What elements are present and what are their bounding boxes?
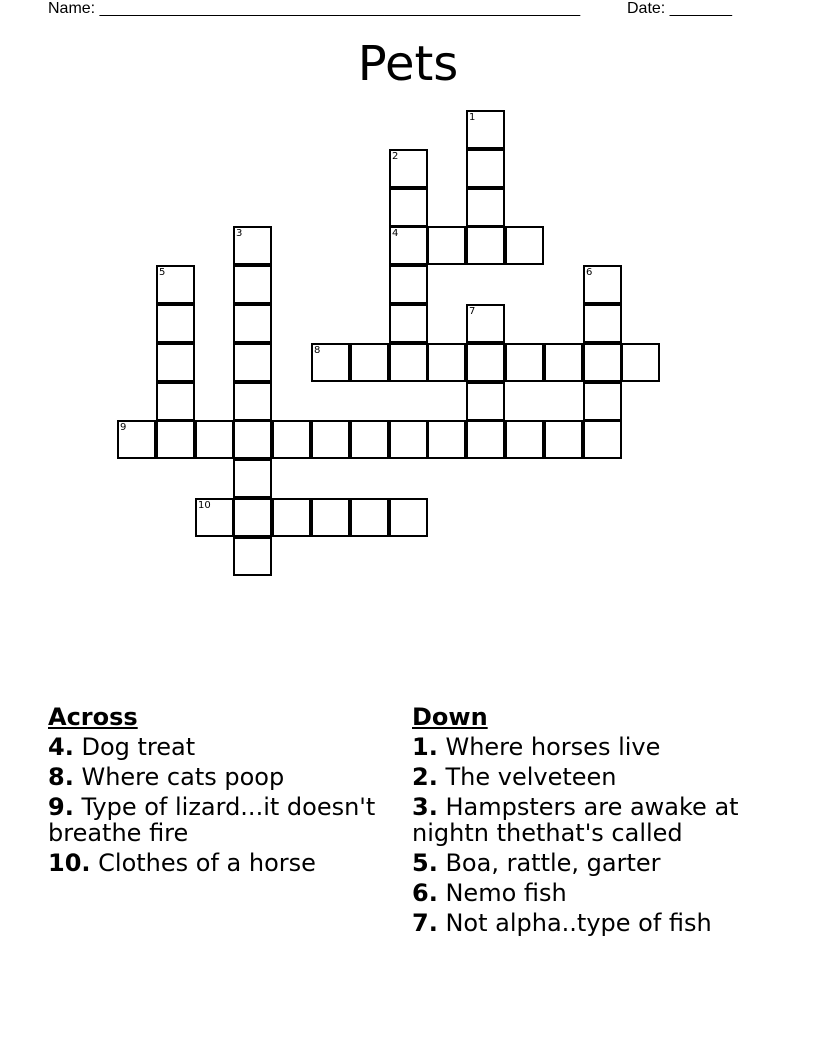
down-clues	[412, 702, 772, 940]
clue-text: Nemo fish	[445, 879, 567, 907]
down-clue	[412, 910, 772, 936]
grid-cell[interactable]	[583, 420, 622, 459]
grid-cell[interactable]	[466, 304, 505, 343]
grid-cell[interactable]	[466, 226, 505, 265]
grid-cell[interactable]	[466, 149, 505, 188]
clue-number-label: 5	[159, 267, 166, 278]
clue-text: Hampsters are awake at nightn thethat's called	[412, 793, 739, 847]
name-field-line: Name: ______________________________________________________	[48, 0, 581, 17]
down-clue	[412, 764, 772, 790]
grid-cell[interactable]	[389, 149, 428, 188]
grid-cell[interactable]	[389, 343, 428, 382]
grid-cell[interactable]	[621, 343, 660, 382]
down-clue	[412, 880, 772, 906]
across-clues	[48, 702, 378, 880]
clue-number-label: 10	[198, 500, 211, 511]
grid-cell[interactable]	[583, 265, 622, 304]
clue-number-label: 6	[586, 267, 593, 278]
grid-cell[interactable]	[389, 420, 428, 459]
grid-cell[interactable]	[233, 265, 272, 304]
grid-cell[interactable]	[466, 420, 505, 459]
grid-cell[interactable]	[544, 420, 583, 459]
grid-cell[interactable]	[272, 420, 311, 459]
clue-number: 7.	[412, 909, 438, 937]
clue-number: 5.	[412, 849, 438, 877]
grid-cell[interactable]	[233, 304, 272, 343]
grid-cell[interactable]	[233, 382, 272, 421]
grid-cell[interactable]	[350, 498, 389, 537]
grid-cell[interactable]	[195, 420, 234, 459]
grid-cell[interactable]	[583, 343, 622, 382]
grid-cell[interactable]	[233, 343, 272, 382]
across-heading: Across	[48, 703, 138, 731]
clue-text: Dog treat	[81, 733, 196, 761]
grid-cell[interactable]	[427, 420, 466, 459]
clue-text: Not alpha..type of fish	[445, 909, 712, 937]
clue-number: 1.	[412, 733, 438, 761]
grid-cell[interactable]	[466, 343, 505, 382]
grid-cell[interactable]	[272, 498, 311, 537]
clue-number-label: 1	[469, 112, 476, 123]
grid-cell[interactable]	[195, 498, 234, 537]
grid-cell[interactable]	[466, 382, 505, 421]
grid-cell[interactable]	[156, 420, 195, 459]
grid-cell[interactable]	[466, 188, 505, 227]
down-heading: Down	[412, 703, 488, 731]
clue-text: Where horses live	[445, 733, 661, 761]
clue-number: 9.	[48, 793, 74, 821]
grid-cell[interactable]	[544, 343, 583, 382]
clue-text: Clothes of a horse	[98, 849, 316, 877]
grid-cell[interactable]	[350, 343, 389, 382]
grid-cell[interactable]	[156, 343, 195, 382]
grid-cell[interactable]	[156, 265, 195, 304]
clue-number: 3.	[412, 793, 438, 821]
clue-number: 4.	[48, 733, 74, 761]
clue-number-label: 3	[236, 228, 243, 239]
grid-cell[interactable]	[389, 188, 428, 227]
grid-cell[interactable]	[156, 304, 195, 343]
across-clue	[48, 764, 378, 790]
grid-cell[interactable]	[350, 420, 389, 459]
grid-cell[interactable]	[505, 343, 544, 382]
grid-cell[interactable]	[311, 343, 350, 382]
clue-number: 10.	[48, 849, 91, 877]
grid-cell[interactable]	[233, 537, 272, 576]
down-clue	[412, 734, 772, 760]
grid-cell[interactable]	[583, 382, 622, 421]
grid-cell[interactable]	[156, 382, 195, 421]
across-clue	[48, 734, 378, 760]
clue-number-label: 9	[120, 422, 127, 433]
grid-cell[interactable]	[233, 420, 272, 459]
grid-cell[interactable]	[311, 420, 350, 459]
down-clue	[412, 850, 772, 876]
clue-number: 8.	[48, 763, 74, 791]
grid-cell[interactable]	[505, 226, 544, 265]
across-clue	[48, 850, 378, 876]
grid-cell[interactable]	[233, 498, 272, 537]
date-field-line: Date: _______	[627, 0, 732, 17]
clue-number-label: 2	[392, 151, 399, 162]
grid-cell[interactable]	[233, 226, 272, 265]
grid-cell[interactable]	[505, 420, 544, 459]
grid-cell[interactable]	[389, 265, 428, 304]
grid-cell[interactable]	[427, 226, 466, 265]
grid-cell[interactable]	[389, 304, 428, 343]
clue-text: The velveteen	[445, 763, 617, 791]
clue-number: 6.	[412, 879, 438, 907]
grid-cell[interactable]	[427, 343, 466, 382]
grid-cell[interactable]	[466, 110, 505, 149]
clue-text: Boa, rattle, garter	[445, 849, 661, 877]
clue-number-label: 8	[314, 345, 321, 356]
grid-cell[interactable]	[233, 459, 272, 498]
clue-number-label: 7	[469, 306, 476, 317]
across-clue	[48, 794, 378, 846]
down-clue	[412, 794, 772, 846]
clue-number: 2.	[412, 763, 438, 791]
clue-number-label: 4	[392, 228, 399, 239]
clue-text: Type of lizard...it doesn't breathe fire	[48, 793, 376, 847]
grid-cell[interactable]	[583, 304, 622, 343]
grid-cell[interactable]	[389, 498, 428, 537]
grid-cell[interactable]	[311, 498, 350, 537]
grid-cell[interactable]	[389, 226, 428, 265]
grid-cell[interactable]	[117, 420, 156, 459]
clue-text: Where cats poop	[81, 763, 285, 791]
page-title: Pets	[357, 36, 459, 92]
